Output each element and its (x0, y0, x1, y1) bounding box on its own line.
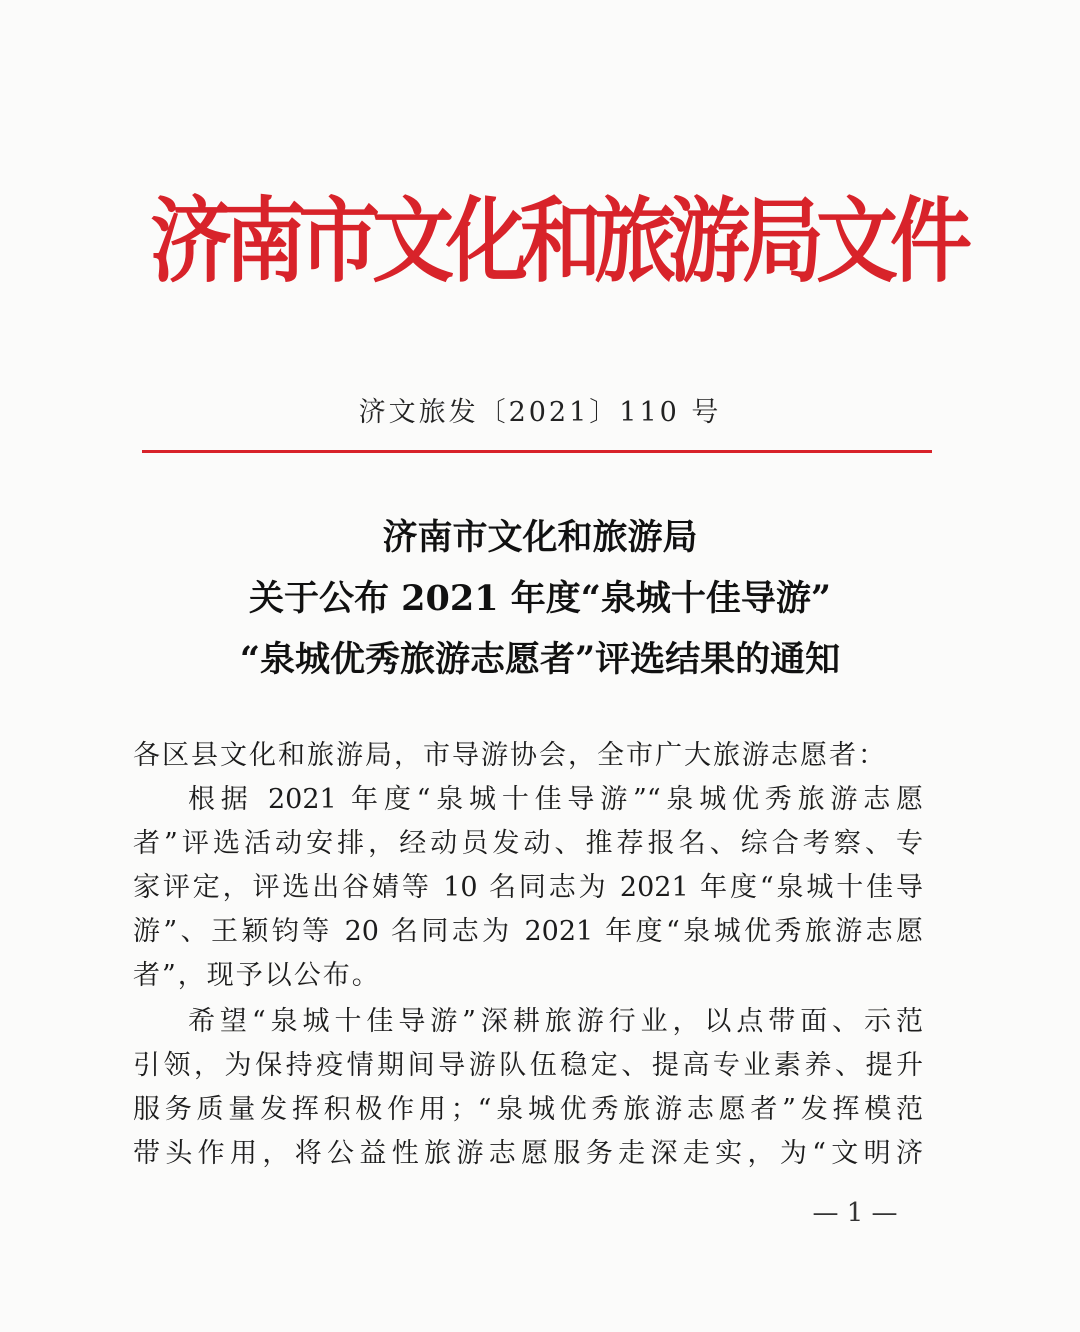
notice-title-line-2: 关于公布 2021 年度“泉城十佳导游” (248, 578, 832, 619)
notice-title-line-3: “泉城优秀旅游志愿者”评选结果的通知 (239, 639, 841, 680)
body-paragraph-line: 带头作用，将公益性旅游志愿服务走深走实，为“文明济 (133, 1138, 923, 1169)
red-masthead: 济南市文化和旅游局文件 (150, 187, 965, 296)
page-number: — 1 — (812, 1198, 898, 1228)
notice-title-line-1: 济南市文化和旅游局 (382, 517, 698, 558)
body-paragraph-line: 家评定，评选出谷婧等 10 名同志为 2021 年度“泉城十佳导 (133, 872, 923, 903)
body-paragraph-line: 引领，为保持疫情期间导游队伍稳定、提高专业素养、提升 (133, 1050, 923, 1081)
body-paragraph-line: 根据 2021 年度“泉城十佳导游”“泉城优秀旅游志愿 (188, 784, 923, 815)
body-paragraph-line: 服务质量发挥积极作用；“泉城优秀旅游志愿者”发挥模范 (133, 1094, 923, 1125)
salutation-line: 各区县文化和旅游局，市导游协会，全市广大旅游志愿者： (133, 740, 887, 771)
red-divider-rule (142, 450, 932, 453)
body-paragraph-line: 游”、王颖钧等 20 名同志为 2021 年度“泉城优秀旅游志愿 (133, 916, 923, 947)
body-paragraph-line: 者”评选活动安排，经动员发动、推荐报名、综合考察、专 (133, 828, 923, 859)
body-paragraph-line: 者”，现予以公布。 (133, 960, 381, 991)
document-number: 济文旅发〔2021〕110 号 (358, 397, 722, 428)
body-paragraph-line: 希望“泉城十佳导游”深耕旅游行业，以点带面、示范 (188, 1006, 923, 1037)
